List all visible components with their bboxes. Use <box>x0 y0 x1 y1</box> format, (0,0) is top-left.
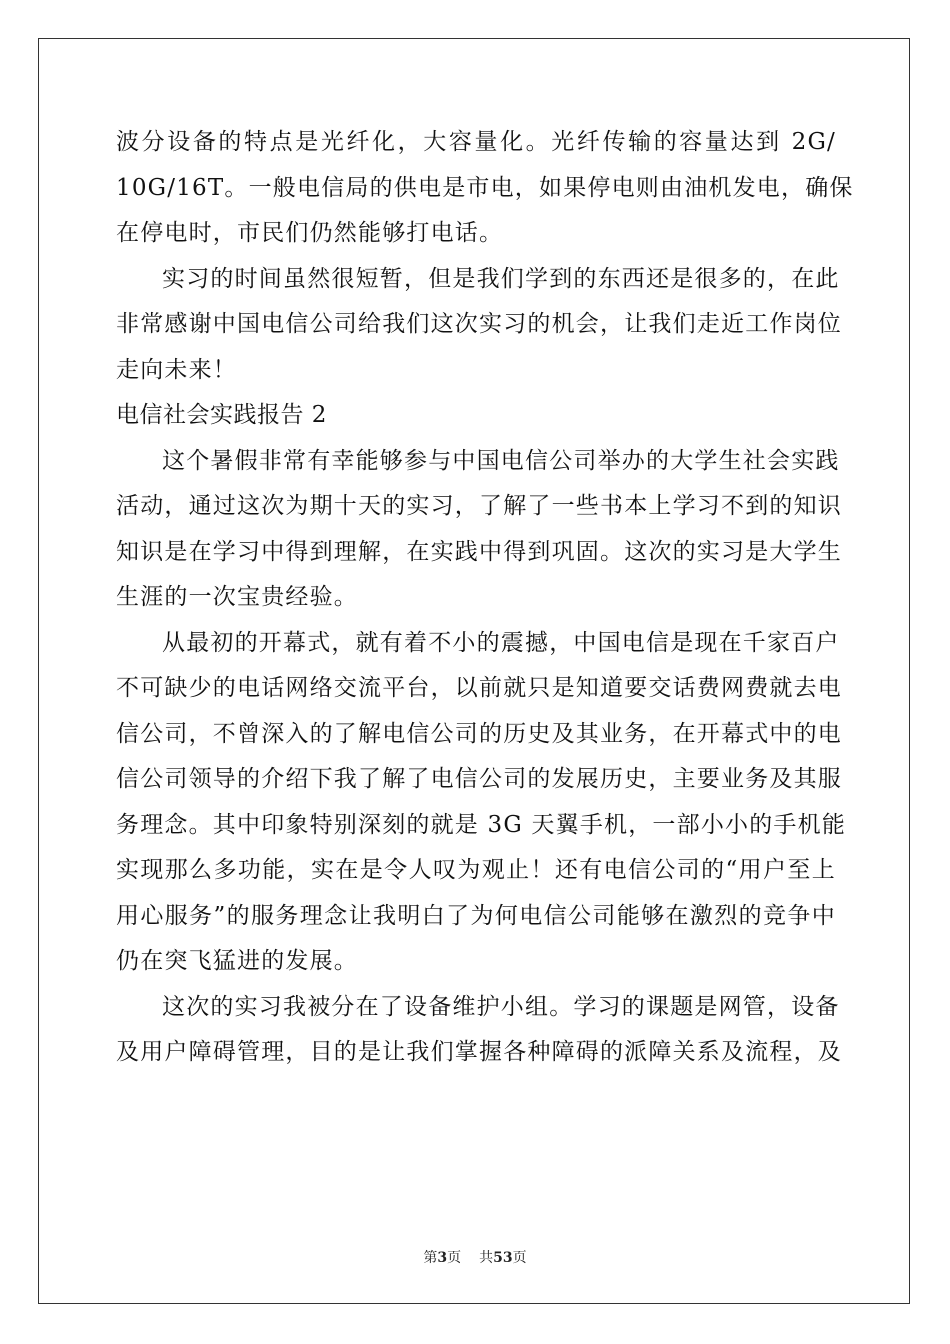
text-line: 信公司，不曾深入的了解电信公司的历史及其业务，在开幕式中的电 <box>116 720 842 747</box>
text-line: 知识是在学习中得到理解，在实践中得到巩固。这次的实习是大学生 <box>116 538 842 565</box>
total-pages-label: 共53页 <box>479 1250 527 1266</box>
text-line: 实现那么多功能，实在是令人叹为观止！还有电信公司的“用户至上 <box>116 857 836 883</box>
text-line: 不可缺少的电话网络交流平台，以前就只是知道要交话费网费就去电 <box>116 675 842 701</box>
text-line: 从最初的开幕式，就有着不小的震撼，中国电信是现在千家百户 <box>162 629 840 656</box>
text-line: 仍在突飞猛进的发展。 <box>116 948 358 974</box>
page-footer <box>0 1247 950 1267</box>
document-body <box>116 120 854 1076</box>
text-line: 用心服务”的服务理念让我明白了为何电信公司能够在激烈的竞争中 <box>116 902 836 929</box>
text-line: 信公司领导的介绍下我了解了电信公司的发展历史，主要业务及其服 <box>116 766 842 792</box>
text-line: 务理念。其中印象特别深刻的就是 3G 天翼手机，一部小小的手机能 <box>116 811 847 838</box>
text-line: 这次的实习我被分在了设备维护小组。学习的课题是网管，设备 <box>162 993 840 1020</box>
text-line: 走向未来！ <box>116 356 237 383</box>
section-heading: 电信社会实践报告 2 <box>116 402 327 428</box>
text-line: 在停电时，市民们仍然能够打电话。 <box>116 220 504 246</box>
text-line: 非常感谢中国电信公司给我们这次实习的机会，让我们走近工作岗位 <box>116 311 842 337</box>
text-line: 活动，通过这次为期十天的实习，了解了一些书本上学习不到的知识 <box>116 493 842 519</box>
text-line: 波分设备的特点是光纤化，大容量化。光纤传输的容量达到 2G/ <box>116 129 836 155</box>
text-line: 这个暑假非常有幸能够参与中国电信公司举办的大学生社会实践 <box>162 447 840 474</box>
text-line: 生涯的一次宝贵经验。 <box>116 584 358 610</box>
page-number-label: 第3页 <box>423 1250 462 1266</box>
text-line: 实习的时间虽然很短暂，但是我们学到的东西还是很多的，在此 <box>162 265 840 292</box>
text-line: 及用户障碍管理，目的是让我们掌握各种障碍的派障关系及流程，及 <box>116 1039 842 1065</box>
text-line: 10G/16T。一般电信局的供电是市电，如果停电则由油机发电，确保 <box>116 174 854 201</box>
